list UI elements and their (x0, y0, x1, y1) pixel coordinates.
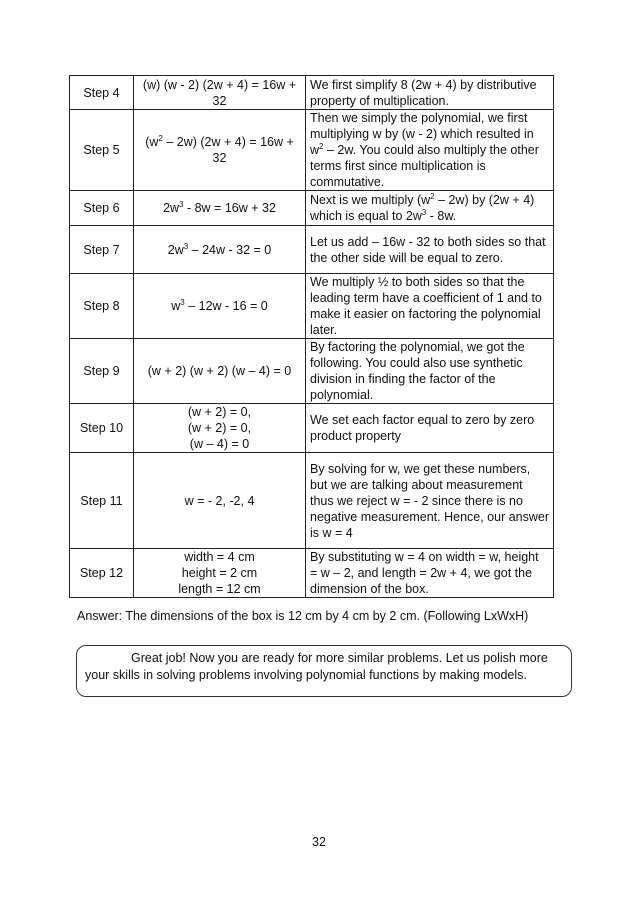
equation-line: $2w^3 - 8w = 16w + 32$ (163, 199, 276, 215)
step-description: By solving for w, we get these numbers, but we are talking about measurement thus we reject w = - 2 since there is no negative measurement. Hence, our answer is w = 4 (306, 453, 554, 549)
answer-text: Answer: The dimensions of the box is 12 cm by 4 cm by 2 cm. (Following LxWxH) (77, 609, 529, 623)
equation-line: width = 4 cm (184, 550, 255, 564)
step-label: Step 5 (70, 110, 134, 191)
step-description: We set each factor equal to zero by zero product property (306, 404, 554, 453)
step-row (70, 226, 554, 274)
equation-line: $(w^2 - 2w) (2w + 4) = 16w + 32$ (145, 133, 294, 165)
step-equation (134, 339, 306, 404)
step-equation (134, 110, 306, 191)
step-row (70, 404, 554, 453)
step-description: Let us add – 16w - 32 to both sides so that the other side will be equal to zero. (306, 226, 554, 274)
step-description: Then we simply the polynomial, we first multiplying w by (w - 2) which resulted in $w^2 - 2w$. You could also multiply the other terms first since multiplication is commutative. (306, 110, 554, 191)
equation-line: (w) (w - 2) (2w + 4) = 16w + 32 (142, 77, 297, 108)
step-label: Step 9 (70, 339, 134, 404)
encouragement-note-text: Great job! Now you are ready for more similar problems. Let us polish more your skills in solving problems involving polynomial functions by making models. (85, 651, 548, 682)
solution-steps-body (70, 76, 554, 598)
step-label: Step 11 (70, 453, 134, 549)
step-description: By substituting w = 4 on width = w, height = w – 2, and length = 2w + 4, we got the dimension of the box. (306, 549, 554, 598)
step-equation (134, 453, 306, 549)
equation-line: (w + 2) (w + 2) (w – 4) = 0 (147, 364, 292, 378)
step-equation (134, 549, 306, 598)
step-description: We multiply ½ to both sides so that the leading term have a coefficient of 1 and to make it easier on factoring the polynomial later. (306, 274, 554, 339)
equation-line: w = - 2, -2, 4 (184, 493, 255, 508)
step-equation (134, 274, 306, 339)
solution-steps-table (69, 75, 554, 598)
step-equation (134, 76, 306, 110)
step-row (70, 339, 554, 404)
step-row (70, 549, 554, 598)
step-label: Step 8 (70, 274, 134, 339)
equation-line: (w + 2) = 0, (187, 405, 252, 419)
equation-line: $2w^3 - 24w - 32 = 0$ (167, 241, 272, 257)
step-equation (134, 226, 306, 274)
step-equation (134, 191, 306, 226)
page-number: 32 (312, 835, 326, 849)
step-label: Step 10 (70, 404, 134, 453)
step-label: Step 6 (70, 191, 134, 226)
step-label: Step 12 (70, 549, 134, 598)
step-equation (134, 404, 306, 453)
encouragement-note-box (76, 645, 572, 697)
step-description: By factoring the polynomial, we got the following. You could also use synthetic division in finding the factor of the polynomial. (306, 339, 554, 404)
equation-line: (w + 2) = 0, (187, 421, 252, 435)
step-row (70, 76, 554, 110)
step-row (70, 453, 554, 549)
step-label: Step 4 (70, 76, 134, 110)
equation-line: (w – 4) = 0 (189, 437, 250, 451)
equation-line: $w^3 - 12w - 16 = 0$ (171, 297, 268, 313)
equation-line: length = 12 cm (178, 582, 261, 596)
step-description: We first simplify 8 (2w + 4) by distributive property of multiplication. (306, 76, 554, 110)
step-row (70, 191, 554, 226)
equation-line: height = 2 cm (181, 566, 258, 580)
step-description: Next is we multiply $(w^2 - 2w)$ by (2w + 4) which is equal to $2w^3 - 8w$. (306, 191, 554, 226)
step-row (70, 110, 554, 191)
step-label: Step 7 (70, 226, 134, 274)
step-row (70, 274, 554, 339)
